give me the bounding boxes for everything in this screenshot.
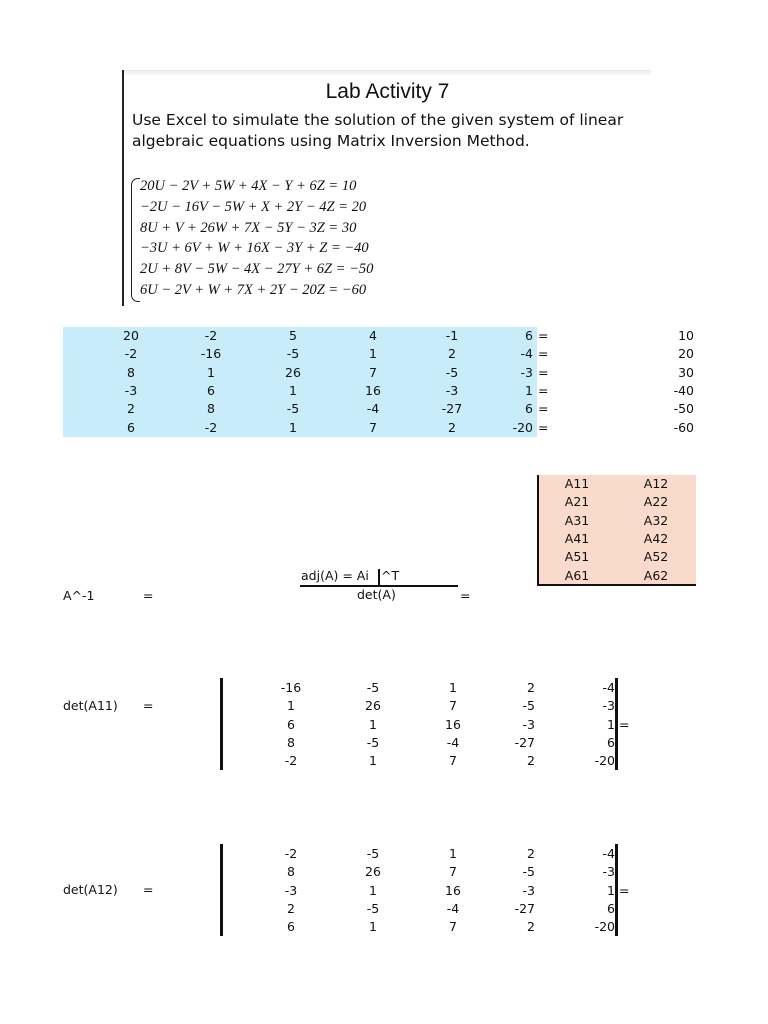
minor-cell: -4 <box>446 900 460 916</box>
lab-description: Use Excel to simulate the solution of the given system of linear algebraic equations using Matrix Inversion Method. <box>132 111 624 150</box>
matrix-a-cell: -2 <box>204 328 218 343</box>
minor-cell: 2 <box>527 846 535 861</box>
minor-cell: -27 <box>514 900 535 916</box>
matrix-a-cell: 7 <box>369 364 377 380</box>
minor-cell: 1 <box>287 698 295 714</box>
minor-cell: -27 <box>514 734 535 750</box>
minor-cell: 6 <box>287 919 295 935</box>
trailing-equals: = <box>619 882 630 898</box>
minor-cell: -5 <box>366 680 380 695</box>
constant-value: 10 <box>678 328 694 343</box>
cofactor-cell: A31 <box>564 512 590 528</box>
matrix-a-cell: -1 <box>445 328 459 343</box>
minor-cell: -5 <box>366 846 380 861</box>
minor-cell: -5 <box>366 900 380 916</box>
inverse-equals: = <box>143 588 154 603</box>
equals-sign: = <box>538 419 549 435</box>
equals-sign: = <box>538 328 549 343</box>
minor-cell: -20 <box>594 753 615 769</box>
minor-cell: 1 <box>369 753 377 769</box>
determinant-label: det(A11) <box>63 698 118 713</box>
minor-cell: 1 <box>607 882 615 898</box>
equation: 2U + 8V − 5W − 4X − 27Y + 6Z = −50 <box>140 261 374 278</box>
cofactor-table-border-bottom <box>537 584 696 586</box>
formula-equals: = <box>460 588 471 603</box>
matrix-a-cell: 1 <box>369 346 377 362</box>
minor-cell: 1 <box>607 716 615 732</box>
matrix-a-cell: -20 <box>512 419 533 435</box>
minor-cell: -4 <box>602 680 615 695</box>
minor-cell: 2 <box>527 919 535 935</box>
minor-cell: 2 <box>527 753 535 769</box>
determinant-equals: = <box>143 698 154 713</box>
matrix-a-cell: -5 <box>286 346 300 362</box>
matrix-a-cell: 26 <box>285 364 301 380</box>
trailing-equals: = <box>619 716 630 732</box>
minor-cell: -3 <box>522 716 535 732</box>
minor-cell: -2 <box>284 846 298 861</box>
constant-value: -50 <box>673 401 694 417</box>
minor-cell: 7 <box>449 753 457 769</box>
matrix-a-cell: 6 <box>525 401 533 417</box>
cofactor-cell: A41 <box>564 530 590 546</box>
matrix-a-cell: 5 <box>289 328 297 343</box>
minor-cell: 7 <box>449 919 457 935</box>
matrix-a-cell: 2 <box>127 401 135 417</box>
minor-cell: 26 <box>365 698 381 714</box>
cell-cursor <box>378 569 380 585</box>
minor-cell: -3 <box>602 864 615 880</box>
cofactor-cell: A62 <box>643 567 669 583</box>
cofactor-cell: A51 <box>564 549 590 565</box>
minor-cell: 2 <box>527 680 535 695</box>
constant-value: 30 <box>678 364 694 380</box>
minor-cell: 7 <box>449 698 457 714</box>
minor-cell: 6 <box>607 734 615 750</box>
minor-cell: -3 <box>522 882 535 898</box>
minor-cell: 8 <box>287 864 295 880</box>
cofactor-cell: A11 <box>564 476 590 491</box>
minor-cell: 1 <box>369 919 377 935</box>
minor-cell: -3 <box>284 882 298 898</box>
equals-sign: = <box>538 346 549 362</box>
lab-activity-panel <box>122 70 651 306</box>
minor-cell: 26 <box>365 864 381 880</box>
minor-cell: -20 <box>594 919 615 935</box>
lab-title: Lab Activity 7 <box>325 80 450 103</box>
determinant-bar-left <box>220 678 223 770</box>
cofactor-cell: A21 <box>564 494 590 510</box>
minor-cell: 1 <box>449 680 457 695</box>
matrix-a-cell: 8 <box>127 364 135 380</box>
cofactor-cell: A32 <box>643 512 669 528</box>
constant-value: -40 <box>673 382 694 398</box>
matrix-a-cell: 1 <box>289 419 297 435</box>
determinant-label: det(A12) <box>63 882 118 897</box>
matrix-a-cell: 4 <box>369 328 377 343</box>
matrix-a-cell: 2 <box>448 419 456 435</box>
matrix-a-cell: 1 <box>207 364 215 380</box>
matrix-a-cell: -2 <box>204 419 218 435</box>
equals-sign: = <box>538 382 549 398</box>
transpose-mark: ^T <box>381 568 400 583</box>
minor-cell: 16 <box>445 716 461 732</box>
matrix-a-cell: 1 <box>289 382 297 398</box>
determinant-bar-right <box>615 844 618 936</box>
equation-list <box>140 176 373 301</box>
determinant-equals: = <box>143 882 154 897</box>
constant-value: -60 <box>673 419 694 435</box>
equation: −3U + 6V + W + 16X − 3Y + Z = −40 <box>140 240 369 257</box>
matrix-a-cell: 1 <box>525 382 533 398</box>
minor-cell: 1 <box>369 882 377 898</box>
equals-sign: = <box>538 364 549 380</box>
matrix-a-cell: -5 <box>445 364 459 380</box>
matrix-a-cell: 8 <box>207 401 215 417</box>
matrix-a-cell: 6 <box>525 328 533 343</box>
determinant-bar-left <box>220 844 223 936</box>
minor-cell: -4 <box>602 846 615 861</box>
minor-cell: 2 <box>287 900 295 916</box>
minor-cell: 6 <box>287 716 295 732</box>
matrix-a-cell: -3 <box>445 382 459 398</box>
equation: 8U + V + 26W + 7X − 5Y − 3Z = 30 <box>140 219 357 236</box>
determinant-denominator: det(A) <box>357 587 396 602</box>
cofactor-cell: A12 <box>643 476 669 491</box>
minor-cell: -16 <box>280 680 302 695</box>
matrix-a-cell: -4 <box>520 346 533 362</box>
cofactor-cell: A42 <box>643 530 669 546</box>
cofactor-cell: A61 <box>564 567 590 583</box>
matrix-a-cell: -3 <box>520 364 533 380</box>
cofactor-cell: A22 <box>643 494 669 510</box>
inverse-label: A^-1 <box>63 588 95 603</box>
matrix-a-cell: -2 <box>124 346 138 362</box>
minor-cell: 7 <box>449 864 457 880</box>
matrix-a-cell: 20 <box>123 328 139 343</box>
determinant-bar-right <box>615 678 618 770</box>
minor-cell: -5 <box>522 698 535 714</box>
minor-cell: -2 <box>284 753 298 769</box>
matrix-a-cell: 7 <box>369 419 377 435</box>
equals-sign: = <box>538 401 549 417</box>
matrix-a-cell: -27 <box>441 401 463 417</box>
minor-cell: 16 <box>445 882 461 898</box>
matrix-a-cell: 16 <box>365 382 381 398</box>
matrix-a-cell: 6 <box>207 382 215 398</box>
constant-value: 20 <box>678 346 694 362</box>
minor-cell: 6 <box>607 900 615 916</box>
matrix-a-cell: 6 <box>127 419 135 435</box>
minor-cell: 1 <box>369 716 377 732</box>
minor-cell: -5 <box>366 734 380 750</box>
equation: 20U − 2V + 5W + 4X − Y + 6Z = 10 <box>140 178 357 194</box>
panel-top-shade <box>124 70 651 76</box>
minor-cell: 1 <box>449 846 457 861</box>
minor-cell: 8 <box>287 734 295 750</box>
minor-cell: -4 <box>446 734 460 750</box>
minor-cell: -5 <box>522 864 535 880</box>
equation-brace <box>131 178 140 302</box>
matrix-a-cell: -3 <box>124 382 138 398</box>
cofactor-cell: A52 <box>643 549 669 565</box>
matrix-a-cell: -4 <box>366 401 380 417</box>
matrix-a-cell: -16 <box>200 346 222 362</box>
matrix-a-cell: 2 <box>448 346 456 362</box>
equation: 6U − 2V + W + 7X + 2Y − 20Z = −60 <box>140 281 367 298</box>
equation: −2U − 16V − 5W + X + 2Y − 4Z = 20 <box>140 198 367 215</box>
cofactor-table-border-left <box>537 475 539 586</box>
adjugate-numerator: adj(A) = Ai <box>301 568 369 583</box>
matrix-a-cell: -5 <box>286 401 300 417</box>
minor-cell: -3 <box>602 698 615 714</box>
